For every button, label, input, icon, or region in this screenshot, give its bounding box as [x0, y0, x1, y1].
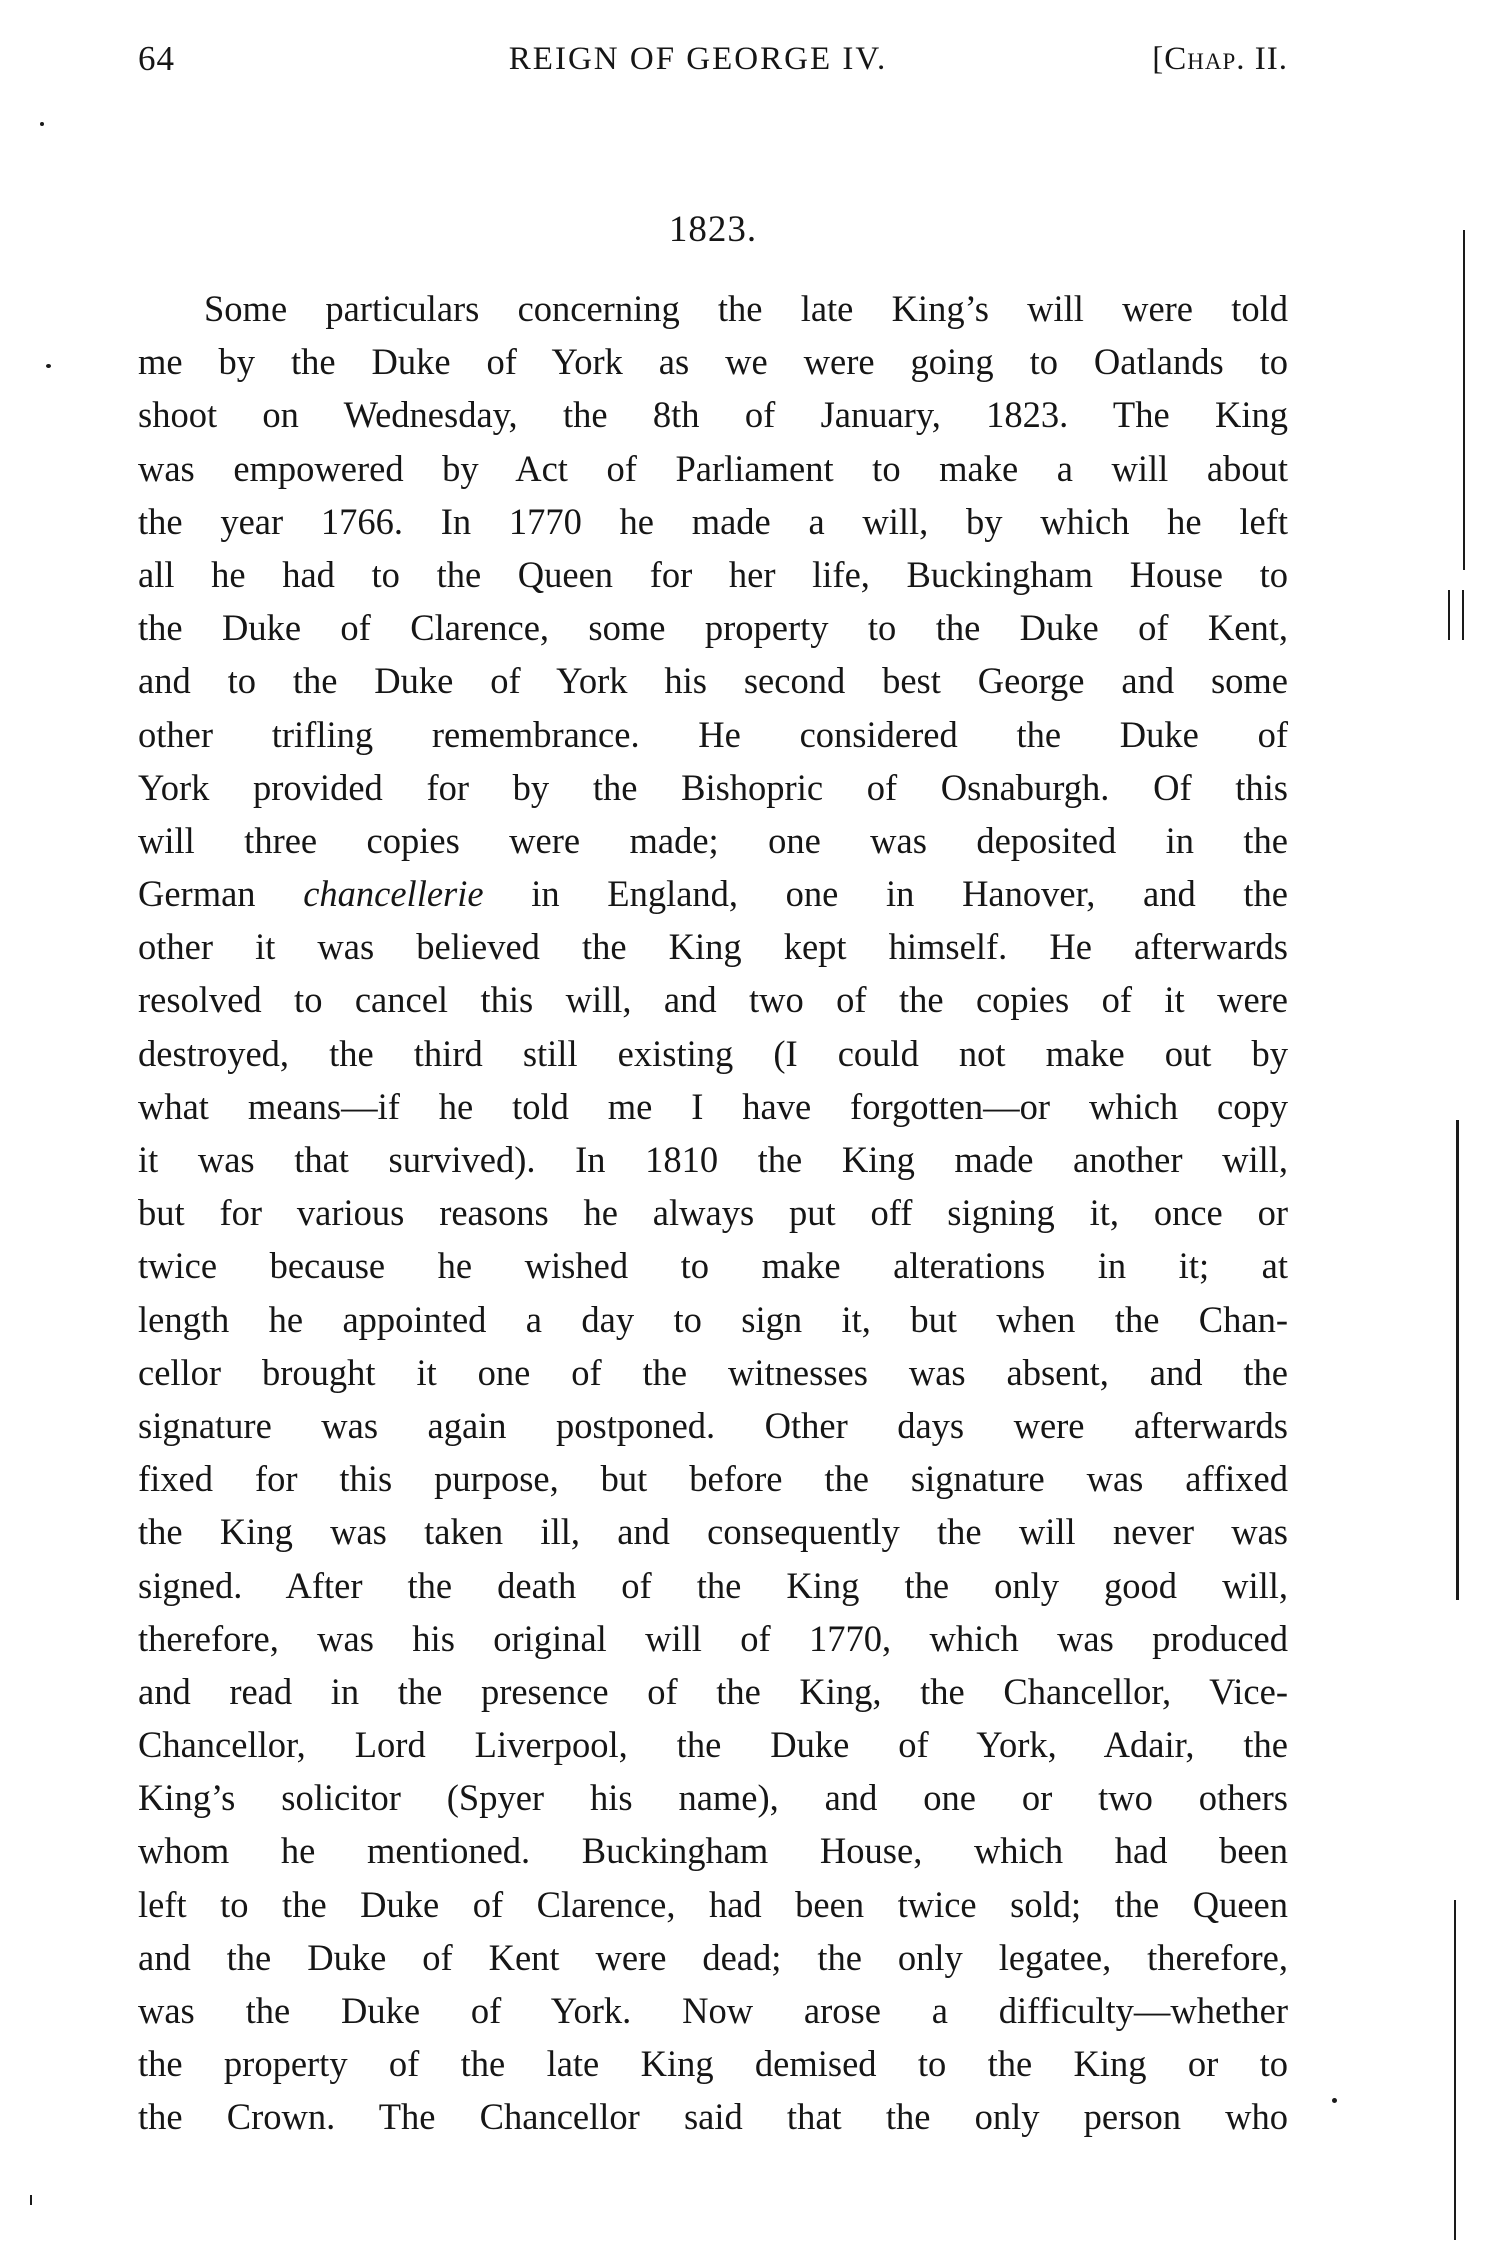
text-line: length he appointed a day to sign it, but when the Chan-: [138, 1298, 1288, 1340]
text-line: other it was believed the King kept himself. He afterwards: [138, 926, 1288, 968]
text-line: and to the Duke of York his second best George and some: [138, 660, 1288, 702]
text-line: Some particulars concerning the late King’s will were told: [204, 288, 1288, 329]
margin-mark: [1462, 590, 1464, 640]
page-number: 64: [138, 39, 175, 78]
text-line: was the Duke of York. Now arose a difficulty—whether: [138, 1990, 1288, 2031]
text-line: Chancellor, Lord Liverpool, the Duke of York, Adair, the: [138, 1724, 1288, 1766]
chapter-reference: [Chap. II.: [1152, 41, 1288, 77]
year-heading: 1823.: [668, 209, 758, 250]
margin-mark: [30, 2195, 32, 2205]
text-line: other trifling remembrance. He considered the Duke of: [138, 713, 1288, 755]
margin-mark: [1463, 230, 1465, 570]
text-line: the year 1766. In 1770 he made a will, by which he left: [138, 500, 1288, 542]
text-line: the Crown. The Chancellor said that the only person who: [138, 2096, 1288, 2138]
text-line: therefore, was his original will of 1770, which was produced: [138, 1617, 1288, 1659]
body-paragraph: [138, 282, 1288, 2144]
text-line: the King was taken ill, and consequently the will never was: [138, 1511, 1288, 1553]
text-line: the property of the late King demised to the King or to: [138, 2043, 1288, 2085]
text-line: York provided for by the Bishopric of Osnaburgh. Of this: [138, 766, 1288, 808]
margin-mark: [46, 364, 51, 368]
text-line: German chancellerie in England, one in Hanover, and the: [138, 873, 1288, 915]
text-line: the Duke of Clarence, some property to the Duke of Kent,: [138, 607, 1288, 649]
text-line: it was that survived). In 1810 the King made another will,: [138, 1139, 1288, 1180]
italic-term: chancellerie: [303, 873, 484, 915]
text-line: signed. After the death of the King the only good will,: [138, 1564, 1288, 1606]
text-line: resolved to cancel this will, and two of the copies of it were: [138, 979, 1288, 1021]
text-line: twice because he wished to make alterations in it; at: [138, 1245, 1288, 1287]
margin-mark: [1332, 2098, 1337, 2103]
text-line: and read in the presence of the King, the Chancellor, Vice-: [138, 1670, 1288, 1712]
running-head: [138, 34, 1288, 84]
text-line: cellor brought it one of the witnesses was absent, and the: [138, 1351, 1288, 1393]
text-line: but for various reasons he always put off signing it, once or: [138, 1192, 1288, 1234]
margin-mark: [1448, 590, 1450, 640]
margin-mark: [1456, 1120, 1459, 1600]
running-title: REIGN OF GEORGE IV.: [508, 41, 888, 77]
text-line: me by the Duke of York as we were going to Oatlands to: [138, 341, 1288, 383]
margin-mark: [40, 122, 44, 126]
text-line: was empowered by Act of Parliament to make a will about: [138, 447, 1288, 489]
text-line: signature was again postponed. Other days were afterwards: [138, 1404, 1288, 1446]
margin-mark: [1454, 1900, 1456, 2240]
text-line: what means—if he told me I have forgotten—or which copy: [138, 1085, 1288, 1127]
text-line: all he had to the Queen for her life, Buckingham House to: [138, 553, 1288, 595]
text-line: will three copies were made; one was deposited in the: [138, 819, 1288, 861]
text-line: whom he mentioned. Buckingham House, which had been: [138, 1830, 1288, 1872]
text-line: shoot on Wednesday, the 8th of January, 1823. The King: [138, 394, 1288, 436]
text-line: left to the Duke of Clarence, had been twice sold; the Queen: [138, 1883, 1288, 1925]
text-line: and the Duke of Kent were dead; the only legatee, therefore,: [138, 1936, 1288, 1978]
text-line: destroyed, the third still existing (I could not make out by: [138, 1032, 1288, 1074]
text-line: King’s solicitor (Spyer his name), and one or two others: [138, 1777, 1288, 1819]
text-line: fixed for this purpose, but before the signature was affixed: [138, 1458, 1288, 1500]
